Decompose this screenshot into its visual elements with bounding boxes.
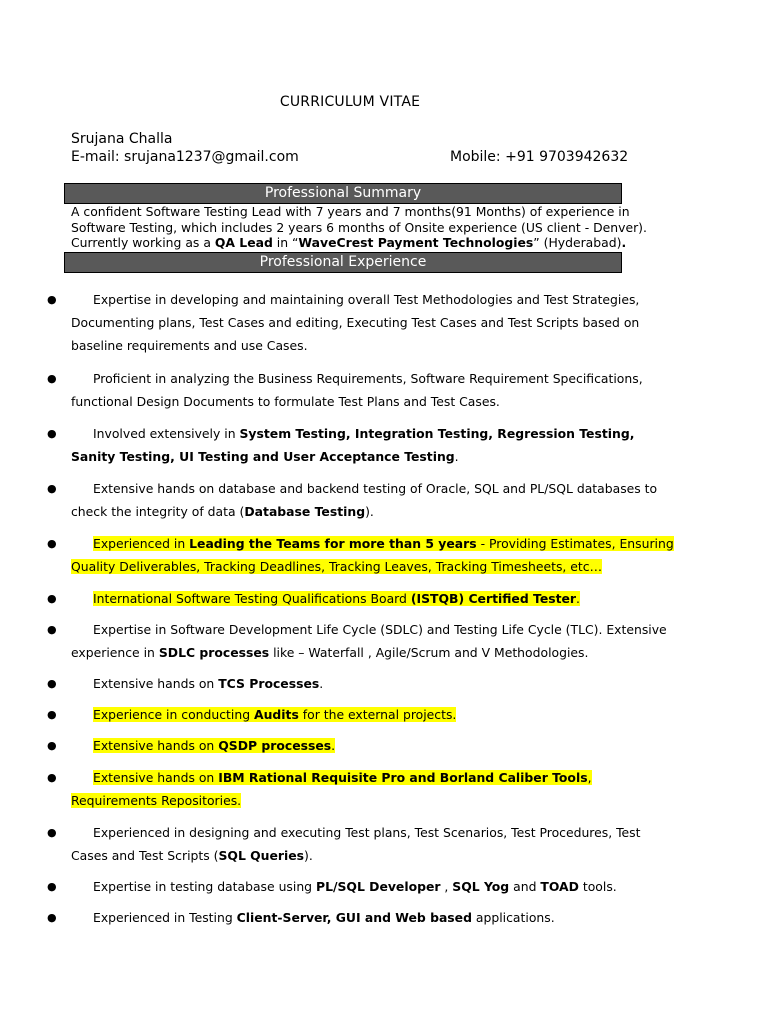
section-header-summary: Professional Summary: [64, 183, 622, 204]
text-run-bold: Client-Server, GUI and Web based: [236, 910, 472, 925]
list-item: [47, 288, 696, 357]
text-run: ,: [440, 879, 453, 894]
text-run: functional Design Documents to formulate Test Plans and Test Cases.: [71, 394, 500, 409]
text-run: .: [454, 449, 459, 464]
text-run-bold: SQL Yog: [452, 879, 510, 894]
text-run: ).: [365, 504, 374, 519]
list-item: [47, 422, 696, 468]
email-line: E-mail: srujana1237@gmail.com: [71, 149, 299, 165]
list-item: [47, 766, 696, 812]
summary-line: A confident Software Testing Lead with 7 years and 7 months(91 Months) of experience in: [71, 204, 630, 219]
section-header-experience: Professional Experience: [64, 252, 622, 273]
text-run: ).: [304, 848, 313, 863]
list-item: [47, 875, 696, 898]
summary-line: [71, 235, 661, 251]
bullet-icon: ●: [47, 771, 57, 784]
text-run: International Software Testing Qualifications Board: [93, 591, 411, 606]
bullet-icon: ●: [47, 537, 57, 550]
list-item: [47, 906, 696, 929]
text-run: Experience in conducting: [93, 707, 255, 722]
text-run: Extensive hands on: [93, 676, 219, 691]
text-run-bold: WaveCrest Payment Technologies: [298, 235, 534, 251]
text-run: Experienced in: [93, 536, 190, 551]
bullet-icon: ●: [47, 623, 57, 636]
bullet-icon: ●: [47, 293, 57, 306]
text-run: Documenting plans, Test Cases and editing, Executing Test Cases and Test Scripts based on: [71, 315, 640, 330]
list-item: [47, 618, 696, 664]
text-run-bold: Database Testing: [244, 504, 366, 519]
text-run: tools.: [578, 879, 617, 894]
bullet-icon: ●: [47, 427, 57, 440]
text-run-bold: QSDP processes: [218, 738, 332, 753]
text-run-bold: QA Lead: [214, 235, 273, 251]
text-run: experience in: [71, 645, 159, 660]
bullet-icon: ●: [47, 739, 57, 752]
list-item: [47, 532, 696, 578]
text-run: check the integrity of data (: [71, 504, 245, 519]
summary-line: Software Testing, which includes 2 years 6 months of Onsite experience (US client - Denver).: [71, 219, 647, 235]
text-run-bold: (ISTQB) Certified Tester: [410, 591, 577, 606]
text-run: Proficient in analyzing the Business Requirements, Software Requirement Specifications,: [93, 371, 643, 386]
text-run: Experienced in designing and executing Test plans, Test Scenarios, Test Procedures, Test: [93, 825, 641, 840]
document-title: CURRICULUM VITAE: [279, 94, 421, 110]
text-run: like – Waterfall , Agile/Scrum and V Methodologies.: [269, 645, 589, 660]
text-run: Extensive hands on database and backend testing of Oracle, SQL and PL/SQL databases to: [93, 481, 658, 496]
text-run: in “: [272, 235, 299, 251]
text-run-bold: SDLC processes: [158, 645, 270, 660]
text-run: Extensive hands on: [93, 738, 219, 753]
text-run: - Providing Estimates, Ensuring: [476, 536, 674, 551]
text-run-bold: SQL Queries: [218, 848, 305, 863]
bullet-icon: ●: [47, 372, 57, 385]
text-run-bold: IBM Rational Requisite Pro and Borland Caliber Tools: [218, 770, 588, 785]
text-run-bold: TOAD: [540, 879, 579, 894]
candidate-name: Srujana Challa: [71, 131, 173, 147]
text-run: ” (Hyderabad): [533, 235, 622, 251]
text-run-bold: .: [621, 235, 627, 251]
list-item: [47, 367, 696, 413]
list-item: [47, 703, 696, 726]
text-run: .: [576, 591, 580, 606]
text-run-bold: Sanity Testing, UI Testing and User Acceptance Testing: [71, 449, 455, 464]
text-run-bold: PL/SQL Developer: [315, 879, 441, 894]
text-run: Expertise in testing database using: [93, 879, 316, 894]
text-run: for the external projects.: [298, 707, 457, 722]
text-run-bold: Leading the Teams for more than 5 years: [189, 536, 477, 551]
text-run: Cases and Test Scripts (: [71, 848, 219, 863]
text-run-bold: System Testing, Integration Testing, Regression Testing,: [239, 426, 635, 441]
text-run: Quality Deliverables, Tracking Deadlines, Tracking Leaves, Tracking Timesheets, etc…: [71, 559, 602, 574]
bullet-icon: ●: [47, 826, 57, 839]
text-run: Extensive hands on: [93, 770, 219, 785]
text-run-bold: TCS Processes: [218, 676, 320, 691]
text-run: applications.: [471, 910, 555, 925]
text-run: .: [331, 738, 336, 753]
text-run: Currently working as a: [71, 235, 215, 251]
list-item: [47, 672, 696, 695]
text-run: Experienced in Testing: [93, 910, 237, 925]
list-item: [47, 477, 696, 523]
summary-text: [71, 204, 661, 251]
text-run: baseline requirements and use Cases.: [71, 338, 308, 353]
text-run: ,: [587, 770, 592, 785]
bullet-icon: ●: [47, 482, 57, 495]
text-run: and: [509, 879, 541, 894]
bullet-icon: ●: [47, 592, 57, 605]
text-run: Expertise in Software Development Life Cycle (SDLC) and Testing Life Cycle (TLC). Extensive: [93, 622, 667, 637]
bullet-icon: ●: [47, 708, 57, 721]
text-run: Involved extensively in: [93, 426, 240, 441]
list-item: [47, 821, 696, 867]
mobile-line: Mobile: +91 9703942632: [450, 149, 629, 165]
text-run-bold: Audits: [254, 707, 299, 722]
text-run: Requirements Repositories.: [71, 793, 242, 808]
text-run: Expertise in developing and maintaining overall Test Methodologies and Test Strategies,: [93, 292, 640, 307]
text-run: .: [319, 676, 324, 691]
list-item: [47, 587, 696, 610]
bullet-icon: ●: [47, 677, 57, 690]
list-item: [47, 734, 696, 757]
bullet-icon: ●: [47, 880, 57, 893]
bullet-icon: ●: [47, 911, 57, 924]
